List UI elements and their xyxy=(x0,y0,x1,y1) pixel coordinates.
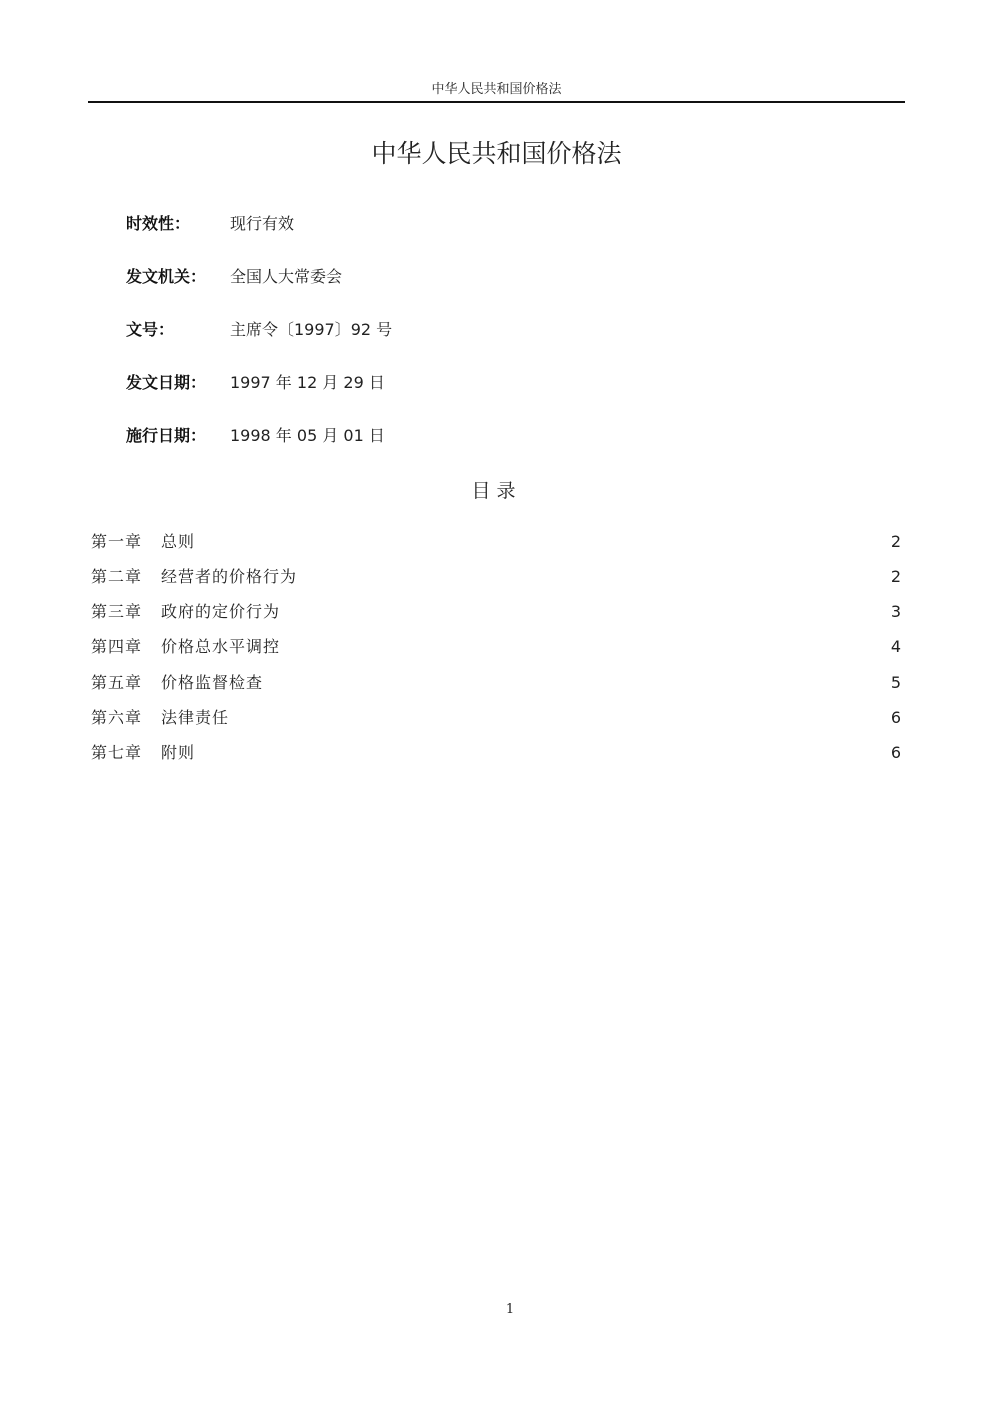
meta-label: 时效性： xyxy=(126,214,191,233)
meta-label: 施行日期： xyxy=(126,426,207,445)
meta-value: 主席令〔1997〕92 号 xyxy=(230,320,393,339)
meta-label: 文号： xyxy=(126,320,175,339)
toc-chapter-name: 附则 xyxy=(161,743,196,762)
toc-chapter-name: 政府的定价行为 xyxy=(161,602,281,621)
toc-page-number: 6 xyxy=(890,708,901,727)
toc-title: 目录 xyxy=(471,480,522,502)
toc-chapter-name: 法律责任 xyxy=(161,708,230,727)
toc-entry[interactable] xyxy=(91,741,901,765)
toc-page-number: 4 xyxy=(890,637,901,656)
toc-chapter-number: 第五章 xyxy=(91,673,143,692)
toc-page-number: 3 xyxy=(890,602,901,621)
toc-entry[interactable] xyxy=(91,706,901,730)
meta-value: 全国人大常委会 xyxy=(230,267,343,286)
toc-chapter-name: 价格总水平调控 xyxy=(161,637,281,656)
toc-chapter-number: 第一章 xyxy=(91,532,143,551)
running-header: 中华人民共和国价格法 xyxy=(431,82,562,97)
toc-page-number: 5 xyxy=(890,673,901,692)
toc-chapter-number: 第六章 xyxy=(91,708,143,727)
meta-label: 发文日期： xyxy=(126,373,207,392)
toc-entry[interactable] xyxy=(91,530,901,554)
meta-value: 1997 年 12 月 29 日 xyxy=(230,373,385,392)
toc-chapter-name: 经营者的价格行为 xyxy=(161,567,298,586)
toc-page-number: 2 xyxy=(890,532,901,551)
toc-entry[interactable] xyxy=(91,671,901,695)
meta-label: 发文机关： xyxy=(126,267,207,286)
toc-page-number: 6 xyxy=(890,743,901,762)
meta-value: 现行有效 xyxy=(230,214,295,233)
toc-chapter-name: 总则 xyxy=(161,532,196,551)
toc-entry[interactable] xyxy=(91,635,901,659)
toc-entry[interactable] xyxy=(91,600,901,624)
page-number: 1 xyxy=(505,1302,515,1317)
toc-chapter-name: 价格监督检查 xyxy=(161,673,264,692)
toc-chapter-number: 第七章 xyxy=(91,743,143,762)
toc-page-number: 2 xyxy=(890,567,901,586)
header-rule xyxy=(88,101,905,103)
document-title: 中华人民共和国价格法 xyxy=(371,139,622,168)
toc-chapter-number: 第二章 xyxy=(91,567,143,586)
meta-value: 1998 年 05 月 01 日 xyxy=(230,426,385,445)
toc-entry[interactable] xyxy=(91,565,901,589)
toc-chapter-number: 第三章 xyxy=(91,602,143,621)
toc-chapter-number: 第四章 xyxy=(91,637,143,656)
